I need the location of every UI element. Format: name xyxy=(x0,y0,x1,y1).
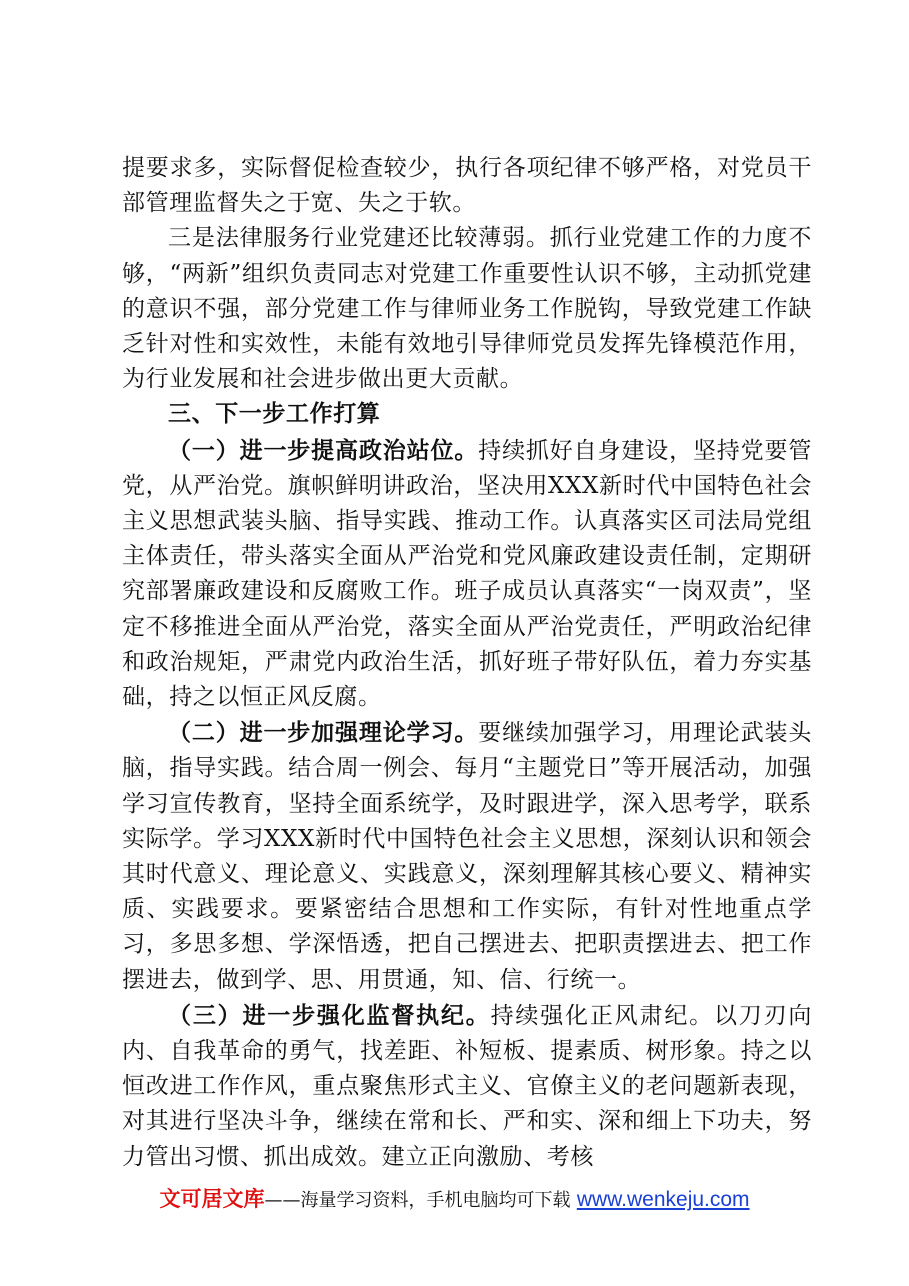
section-heading: 三、下一步工作打算 xyxy=(168,401,381,428)
document-body xyxy=(122,151,812,1175)
footer-tagline: ——海量学习资料，手机电脑均可下载 xyxy=(264,1190,571,1211)
footer-brand: 文可居文库 xyxy=(159,1187,265,1211)
footer-link[interactable]: www.wenkeju.com xyxy=(576,1188,750,1211)
item-1-title: （一）进一步提高政治站位。 xyxy=(168,436,479,464)
item-3-text: 持续强化正风肃纪。以刀刃向内、自我革命的勇气，找差距、补短板、提素质、树形象。持之以恒改进工作作风，重点聚焦形式主义、官僚主义的老问题新表现，对其进行坚决斗争，继续在常和长、严和实、深和细上下功夫，努力管出习惯、抓出成效。建立正向激励、考核 xyxy=(122,1002,812,1170)
paragraph-item-2 xyxy=(122,715,812,998)
item-2-title: （二）进一步加强理论学习。 xyxy=(168,719,479,747)
paragraph-item-3 xyxy=(122,998,812,1175)
item-1-text: 持续抓好自身建设，坚持党要管党，从严治党。旗帜鲜明讲政治，坚决用XXX新时代中国特色社会主义思想武装头脑、指导实践、推动工作。认真落实区司法局党组主体责任，带头落实全面从严治党和党风廉政建设责任制，定期研究部署廉政建设和反腐败工作。班子成员认真落实“一岗双责”，坚定不移推进全面从严治党，落实全面从严治党责任，严明政治纪律和政治规矩，严肃党内政治生活，抓好班子带好队伍，着力夯实基础，持之以恒正风反腐。 xyxy=(122,437,812,711)
paragraph-third-point: 三是法律服务行业党建还比较薄弱。抓行业党建工作的力度不够，“两新”组织负责同志对党建工作重要性认识不够，主动抓党建的意识不强，部分党建工作与律师业务工作脱钩，导致党建工作缺乏针对性和实效性，未能有效地引导律师党员发挥先锋模范作用，为行业发展和社会进步做出更大贡献。 xyxy=(122,225,812,393)
paragraph-continuation: 提要求多，实际督促检查较少，执行各项纪律不够严格，对党员干部管理监督失之于宽、失之于软。 xyxy=(122,155,812,217)
footer-banner xyxy=(0,1183,909,1213)
item-3-title: （三）进一步强化监督执纪。 xyxy=(168,1001,491,1029)
paragraph-item-1 xyxy=(122,433,812,716)
item-2-text: 要继续加强学习，用理论武装头脑，指导实践。结合周一例会、每月“主题党日”等开展活动，加强学习宣传教育，坚持全面系统学，及时跟进学，深入思考学，联系实际学。学习XXX新时代中国特色社会主义思想，深刻认识和领会其时代意义、理论意义、实践意义，深刻理解其核心要义、精神实质、实践要求。要紧密结合思想和工作实际，有针对性地重点学习，多思多想、学深悟透，把自己摆进去、把职责摆进去、把工作摆进去，做到学、思、用贯通，知、信、行统一。 xyxy=(122,720,812,993)
